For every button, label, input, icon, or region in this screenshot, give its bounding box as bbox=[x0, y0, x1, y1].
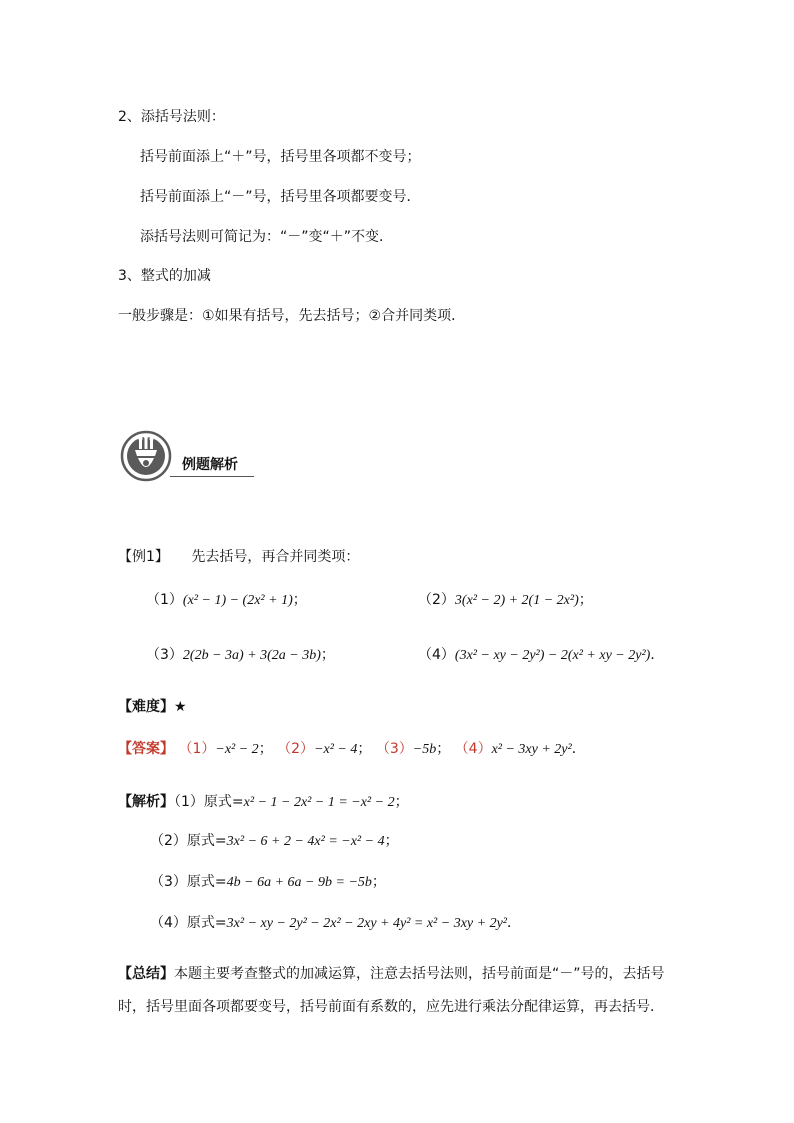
analysis-end: ． bbox=[506, 915, 521, 931]
section3-heading: 3、整式的加减 bbox=[118, 268, 211, 284]
difficulty-line bbox=[118, 696, 187, 716]
problem-number: （2） bbox=[418, 592, 455, 608]
example-prompt: 先去括号，再合并同类项： bbox=[191, 549, 360, 565]
answer-expression: −x² − 4 bbox=[314, 742, 358, 757]
analysis-end: ； bbox=[394, 794, 409, 810]
mnemonic-text: 添括号法则可简记为：“－”变“＋”不变． bbox=[140, 229, 394, 245]
steps-text: 一般步骤是：①如果有括号，先去括号；②合并同类项． bbox=[118, 308, 466, 324]
analysis-number: （1） bbox=[174, 794, 204, 810]
problem-2 bbox=[418, 589, 593, 609]
answer-line bbox=[118, 738, 586, 758]
problem-number: （4） bbox=[418, 647, 455, 663]
answer-expression: x² − 3xy + 2y² bbox=[491, 742, 572, 757]
problem-1 bbox=[146, 589, 307, 609]
answer-separator: ； bbox=[258, 741, 273, 757]
example-label bbox=[118, 546, 359, 566]
answer-number: （1） bbox=[178, 741, 216, 757]
banner-underline bbox=[170, 476, 254, 477]
rule-minus-text: 括号前面添上“－”号，括号里各项都要变号． bbox=[140, 189, 421, 205]
answer-separator: ； bbox=[436, 741, 451, 757]
rule-plus-text: 括号前面添上“＋”号，括号里各项都不变号； bbox=[140, 149, 421, 165]
difficulty-label: 【难度】 bbox=[118, 699, 174, 715]
answer-separator: ． bbox=[571, 741, 586, 757]
analysis-prefix: 原式= bbox=[186, 915, 227, 931]
problem-4 bbox=[418, 644, 664, 664]
analysis-line-2 bbox=[150, 830, 399, 850]
crown-medal-icon bbox=[120, 430, 172, 482]
summary-line-1 bbox=[118, 963, 665, 983]
section2-heading: 2、添括号法则： bbox=[118, 109, 225, 125]
analysis-expression: 3x² − xy − 2y² − 2x² − 2xy + 4y² = x² − 3xy + 2y² bbox=[226, 916, 507, 931]
answer-number: （3） bbox=[375, 741, 413, 757]
example-label-text: 【例1】 bbox=[118, 549, 169, 565]
analysis-end: ； bbox=[384, 833, 399, 849]
problem-expression: 3(x² − 2) + 2(1 − 2x²) bbox=[454, 593, 579, 608]
summary-line-2: 时，括号里面各项都要变号，括号前面有系数的，应先进行乘法分配律运算，再去括号． bbox=[118, 999, 664, 1015]
summary-label: 【总结】 bbox=[118, 966, 174, 982]
problem-number: （3） bbox=[146, 647, 183, 663]
analysis-line-3 bbox=[150, 871, 386, 891]
problem-end: ； bbox=[320, 647, 335, 663]
problem-expression: 2(2b − 3a) + 3(2a − 3b) bbox=[182, 648, 321, 663]
analysis-prefix: 原式= bbox=[186, 833, 227, 849]
problem-expression: (x² − 1) − (2x² + 1) bbox=[182, 593, 293, 608]
problem-end: ； bbox=[578, 592, 593, 608]
analysis-line-4 bbox=[150, 912, 521, 932]
problem-3 bbox=[146, 644, 335, 664]
analysis-expression: x² − 1 − 2x² − 1 = −x² − 2 bbox=[243, 795, 395, 810]
answer-separator: ； bbox=[357, 741, 372, 757]
problem-end: ． bbox=[650, 647, 665, 663]
answer-expression: −5b bbox=[412, 742, 437, 757]
analysis-expression: 4b − 6a + 6a − 9b = −5b bbox=[226, 875, 372, 890]
problem-end: ； bbox=[292, 592, 307, 608]
analysis-prefix: 原式= bbox=[186, 874, 227, 890]
problem-number: （1） bbox=[146, 592, 183, 608]
problem-expression: (3x² − xy − 2y²) − 2(x² + xy − 2y²) bbox=[454, 648, 651, 663]
analysis-line-1 bbox=[118, 791, 409, 811]
answer-number: （4） bbox=[454, 741, 492, 757]
analysis-number: （4） bbox=[150, 915, 187, 931]
answer-label: 【答案】 bbox=[118, 741, 174, 757]
summary-text: 本题主要考查整式的加减运算，注意去括号法则，括号前面是“－”号的，去括号 bbox=[174, 966, 665, 982]
analysis-prefix: 原式= bbox=[203, 794, 244, 810]
answer-number: （2） bbox=[277, 741, 315, 757]
analysis-number: （3） bbox=[150, 874, 187, 890]
analysis-number: （2） bbox=[150, 833, 187, 849]
analysis-label: 【解析】 bbox=[118, 794, 174, 810]
difficulty-stars: ★ bbox=[174, 699, 187, 715]
analysis-expression: 3x² − 6 + 2 − 4x² = −x² − 4 bbox=[226, 834, 385, 849]
banner-title: 例题解析 bbox=[182, 457, 238, 473]
analysis-end: ； bbox=[371, 874, 386, 890]
answer-expression: −x² − 2 bbox=[215, 742, 259, 757]
